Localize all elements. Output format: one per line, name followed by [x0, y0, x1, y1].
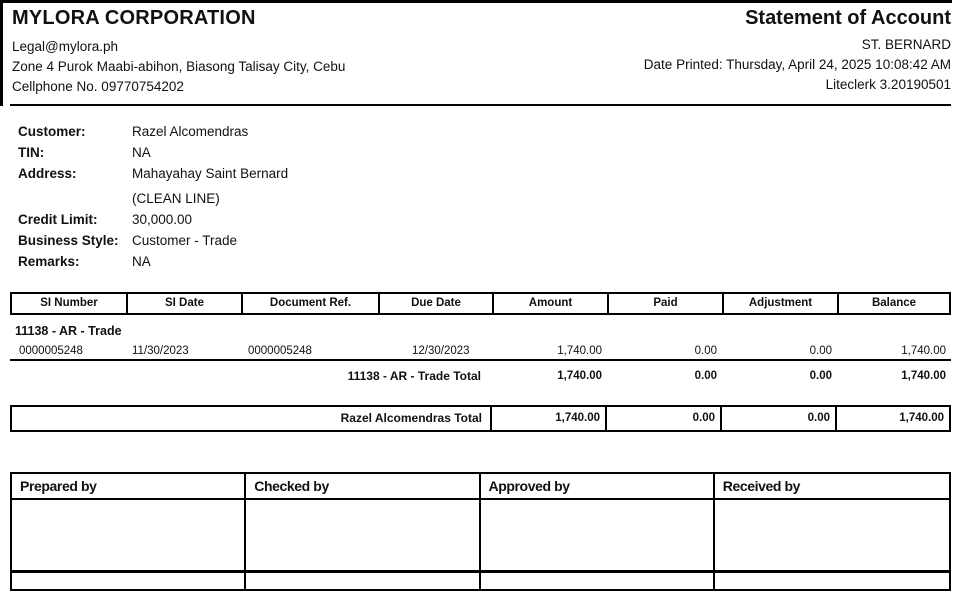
business-style-label: Business Style: — [18, 233, 119, 248]
received-by-signature-area — [715, 500, 949, 573]
signature-table-stub-cell — [715, 573, 949, 589]
group-total-rule — [10, 359, 951, 361]
address-value: Mahayahay Saint Bernard — [132, 166, 289, 181]
col-header-paid: Paid — [609, 294, 724, 313]
signature-table-stub-cell — [481, 573, 715, 589]
company-email: Legal@mylora.ph — [12, 39, 119, 54]
group-total-amount: 1,740.00 — [557, 370, 602, 382]
grand-total-amount: 1,740.00 — [492, 407, 607, 430]
address-line2-value: (CLEAN LINE) — [132, 191, 220, 206]
address-label: Address: — [18, 166, 77, 181]
grand-total-paid: 0.00 — [607, 407, 722, 430]
group-total-adjustment: 0.00 — [809, 370, 832, 382]
received-by-label: Received by — [715, 474, 949, 500]
document-ref-cell: 0000005248 — [248, 345, 312, 357]
customer-label: Customer: — [18, 124, 86, 139]
document-header — [644, 7, 951, 95]
amount-cell: 1,740.00 — [557, 345, 602, 357]
tin-label: TIN: — [18, 145, 45, 160]
group-total-row — [10, 368, 951, 384]
col-header-due-date: Due Date — [380, 294, 494, 313]
si-number-cell: 0000005248 — [19, 345, 83, 357]
approved-by-signature-area — [481, 500, 715, 573]
due-date-cell: 12/30/2023 — [412, 345, 470, 357]
checked-by-signature-area — [246, 500, 480, 573]
col-header-si-number: SI Number — [12, 294, 128, 313]
company-name: MYLORA CORPORATION — [12, 7, 256, 29]
document-title: Statement of Account — [745, 7, 951, 29]
customer-info-block — [18, 121, 288, 272]
group-total-balance: 1,740.00 — [901, 370, 946, 382]
signature-table — [10, 472, 951, 591]
group-total-label: 11138 - AR - Trade Total — [347, 369, 481, 383]
si-date-cell: 11/30/2023 — [132, 345, 189, 357]
col-header-adjustment: Adjustment — [724, 294, 839, 313]
col-header-si-date: SI Date — [128, 294, 243, 313]
business-style-value: Customer - Trade — [132, 233, 238, 248]
address-line2-row — [18, 188, 288, 209]
business-style-row — [18, 230, 288, 251]
col-header-amount: Amount — [494, 294, 609, 313]
company-address: Zone 4 Purok Maabi-abihon, Biasong Talisay City, Cebu — [12, 59, 346, 74]
credit-limit-row — [18, 209, 288, 230]
group-total-paid: 0.00 — [694, 370, 717, 382]
adjustment-cell: 0.00 — [809, 345, 832, 357]
remarks-row — [18, 251, 288, 272]
balance-cell: 1,740.00 — [901, 345, 946, 357]
paid-cell: 0.00 — [694, 345, 717, 357]
remarks-value: NA — [132, 254, 151, 269]
prepared-by-label: Prepared by — [12, 474, 246, 500]
customer-value: Razel Alcomendras — [132, 124, 249, 139]
grand-total-balance: 1,740.00 — [899, 412, 944, 424]
col-header-balance: Balance — [871, 297, 917, 309]
page-border-top — [0, 0, 952, 3]
credit-limit-value: 30,000.00 — [132, 212, 193, 227]
credit-limit-label: Credit Limit: — [18, 212, 98, 227]
signature-table-stub-cell — [12, 573, 246, 589]
grand-total-row — [10, 405, 951, 432]
header-divider-rule — [10, 104, 951, 106]
col-header-document-ref: Document Ref. — [243, 294, 380, 313]
company-header — [12, 7, 345, 97]
page-border-left — [0, 0, 3, 106]
statement-table-header — [10, 292, 951, 315]
company-phone: Cellphone No. 09770754202 — [12, 79, 184, 94]
tin-row — [18, 142, 288, 163]
remarks-label: Remarks: — [18, 254, 80, 269]
grand-total-label: Razel Alcomendras Total — [12, 407, 492, 430]
tin-value: NA — [132, 145, 151, 160]
date-printed: Date Printed: Thursday, April 24, 2025 10:08:42 AM — [643, 57, 951, 72]
address-row — [18, 163, 288, 184]
table-row — [10, 343, 951, 359]
branch-name: ST. BERNARD — [861, 37, 951, 52]
approved-by-label: Approved by — [481, 474, 715, 500]
grand-total-adjustment: 0.00 — [722, 407, 837, 430]
customer-row — [18, 121, 288, 142]
software-version: Liteclerk 3.20190501 — [825, 77, 951, 92]
signature-table-stub-cell — [246, 573, 480, 589]
prepared-by-signature-area — [12, 500, 246, 573]
checked-by-label: Checked by — [246, 474, 480, 500]
account-group-label: 11138 - AR - Trade — [15, 324, 122, 338]
address-line2-label — [18, 188, 132, 209]
